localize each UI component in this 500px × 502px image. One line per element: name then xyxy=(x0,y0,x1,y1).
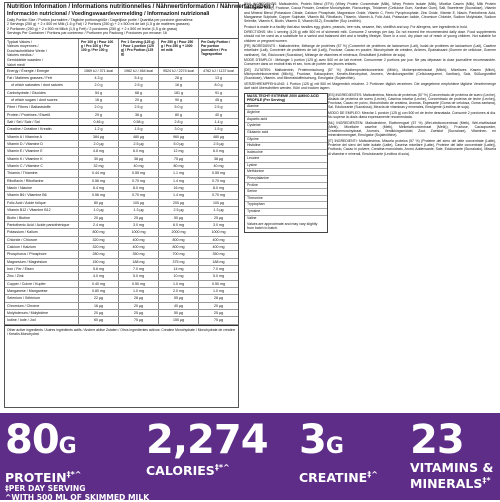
nutrient-value: 1.4 mg xyxy=(159,192,199,198)
nutrient-value: 2.0 mg xyxy=(159,288,199,294)
nutrient-row xyxy=(5,156,238,163)
nutrient-row xyxy=(5,259,238,266)
ingredients-paragraph: [ES] INGREDIENTES: Maltodextrina, Mezcla de proteínas (57 %) (Concentrado de proteína de suero (Leche), Aislado de proteína de suero (Leche), Caseína micelar (Leche), Concentrado de proteína de leche (Leche)), Fructosa, Cacao en polvo, Monohidrato de creatina, Aromas, Espesante (Goma de celulosa, Goma xantana), Sal, Edulcorante (Sucralosa), Mezcla de vitaminas y minerales, Emulgente (Lecitina de soja). xyxy=(328,92,496,110)
nutrient-value: 0.55 mg xyxy=(119,170,159,176)
creatine-stat xyxy=(299,419,378,484)
nutrient-value: 16 mg xyxy=(159,185,199,191)
nutrient-name: Vitamin B6 / Vitamine B6 xyxy=(5,192,79,198)
amino-acid-row: Glycine xyxy=(245,137,327,144)
nutrient-value: 400 mg xyxy=(212,237,225,242)
amino-acid-row: Alanine xyxy=(245,104,327,111)
nutrient-value: 16 g xyxy=(159,82,199,88)
nutrient-value: 28 µg xyxy=(213,296,224,301)
nutrient-value: 13 g xyxy=(215,75,222,80)
nutrient-value: 188 mg xyxy=(119,259,159,265)
stat-label: PROTEIN‡*^ xyxy=(5,470,82,486)
typical-values-line: Valores medios / xyxy=(7,53,34,58)
nutrient-value: 22 µg xyxy=(79,295,119,301)
nutrient-name: Salt / Sel / Salz / Sal xyxy=(5,119,79,125)
nutrient-value: 2.5 g xyxy=(214,105,223,110)
nutrient-value: 8.0 mg xyxy=(213,186,224,191)
nutrition-title-line: Información nutricional / Voedingswaardevermelding / Informazioni nutrizionali xyxy=(7,11,210,17)
nutrient-row xyxy=(5,126,238,133)
nutrient-value: 40 g xyxy=(215,112,222,117)
nutrient-value: 700 mg xyxy=(159,251,199,257)
typical-values-line: Typical Values / xyxy=(7,39,32,44)
nutrient-name: Vitamin B12 / Vitamine B12 xyxy=(5,207,79,213)
nutrient-value: 75 µg xyxy=(213,318,224,323)
per-day-line: ‡PER DAY SERVING xyxy=(5,484,86,493)
nutrient-value: 40 mg xyxy=(119,163,159,169)
column-header: Per Daily Portion / Par portion journalière / Pro Tagesportion xyxy=(201,39,231,57)
stat-label: VITAMINS & MINERALS‡* xyxy=(410,460,494,492)
nutrient-value: 1.4 g xyxy=(214,120,223,125)
nutrient-value: 2.0 g xyxy=(79,104,119,110)
nutrient-value: 50 µg xyxy=(159,215,199,221)
nutrient-value: 2.8 g xyxy=(159,119,199,125)
per-day-note xyxy=(5,484,149,502)
nutrient-row xyxy=(5,141,238,148)
vitamins-stat xyxy=(410,419,493,490)
nutrient-name: Carbohydrate / Glucides xyxy=(5,90,79,96)
nutrient-name: Vitamin D / Vitamine D xyxy=(5,141,79,147)
nutrient-value: 12 mg xyxy=(159,148,199,154)
nutrient-value: 0.46 g xyxy=(79,119,119,125)
amino-acid-profile xyxy=(244,93,328,233)
nutrient-value: 60 µg xyxy=(79,317,119,323)
nutrient-row xyxy=(5,266,238,273)
nutrient-row xyxy=(5,310,238,317)
nutrient-row xyxy=(5,244,238,251)
nutrient-value: 100 µg xyxy=(119,200,159,206)
ingredients-panel xyxy=(244,2,496,410)
nutrient-value: 2.5 µg xyxy=(159,207,199,213)
nutrient-value: 20 µg xyxy=(119,303,159,309)
typical-values-line: Valori medi xyxy=(7,62,25,67)
nutrient-value: 0.70 mg xyxy=(119,178,159,184)
ingredients-paragraph: [EN] INGREDIENTS: Maltodextrin, Protein Blend (57%) (Whey Protein Concentrate (Milk), Whey Protein Isolate (Milk), Micellar Casein (Milk), Milk Protein Concentrate (Milk)), Fructose, Cocoa Powder, Creatine Monohydrate, Flavourings, Thickener (Cellulose Gum, Xanthan Gum), Salt, Sweetener (Sucralose), Vitamin and Mineral Blend (Potassium Citrate, Calcium Phosphate, Magnesium Oxide, Vitamin C, Ferric Pyrophosphate, Zinc Oxide, Vitamin E, Niacin, Pantothenic Acid, Manganese Sulphate, Copper Sulphate, Vitamin B6, Riboflavin, Thiamin, Vitamin A, Folic Acid, Potassium Iodide, Chromium Chloride, Sodium Molybdate, Sodium Selenite, Vitamin K, Biotin, Vitamin D, Vitamin B12), Emulsifier (Soy Lecithin). xyxy=(244,2,496,23)
nutrient-value: 25 µg xyxy=(119,310,159,316)
nutrient-value: 0.50 mg xyxy=(212,281,225,286)
nutrient-row xyxy=(5,303,238,310)
nutrient-value: 16 g xyxy=(79,97,119,103)
nutrient-value: 960 µg xyxy=(159,134,199,140)
amino-acid-row: Cysteine xyxy=(245,123,327,130)
nutrient-row xyxy=(5,288,238,295)
nutrient-value: 2.5 µg xyxy=(213,142,224,147)
nutrient-value: 0.40 mg xyxy=(79,281,119,287)
nutrient-value: 0.70 mg xyxy=(212,178,225,183)
nutrient-value: 4.0 mg xyxy=(79,273,119,279)
ingredients-paragraph: [NL] INGREDIËNTEN: Maltodextrine, Eiwitmengsel (57 %) (Wei-eiwitconcentraat (Melk), Wei-eiwitisolaat (Melk), Micellaire caseïne (Melk), Melkeiwitconcentraat (Melk)), Fructose, Cacaopoeder, Creatinemonohydraat, Aroma's, Verdikkingsmiddel, Zout, Zoetstof (Sucralose), Vitaminen- en mineralenmengsel, Emulgator (Sojalecithine). xyxy=(328,120,496,138)
amino-acid-row: Valine xyxy=(247,215,257,220)
nutrient-name: Phosphorus / Phosphore xyxy=(5,251,79,257)
nutrient-value: 8.0 mg xyxy=(119,185,159,191)
nutrient-row xyxy=(5,281,238,288)
serving-line: Daily Portion Size / Portion journalière / Tägliche portionsgröße / Dagelijkse portie / Quantità per porzione giornaliera: xyxy=(7,18,194,22)
amino-acid-row: Aspartic acid xyxy=(245,117,327,124)
nutrient-row xyxy=(5,215,238,222)
nutrient-row xyxy=(5,229,238,236)
nutrient-name: Vitamin E / Vitamine E xyxy=(5,148,79,154)
nutrient-value: 7.0 mg xyxy=(119,266,159,272)
nutrient-name: Creatine / Créatine / Kreatin xyxy=(5,126,79,132)
nutrient-name: Energy / Énergie / Energie xyxy=(5,68,79,74)
nutrient-value: 5.4 g xyxy=(119,75,159,81)
nutrient-value: 5.0 µg xyxy=(159,141,199,147)
amino-acid-section xyxy=(244,93,496,233)
serving-line: Servings Per Container / Portions par conteneur / Portionen pro Packung / Porciones por envase: 16 xyxy=(7,31,167,36)
nutrient-name: Riboflavin / Riboflavine xyxy=(5,178,79,184)
nutrient-value: 188 mg xyxy=(212,259,225,264)
nutrient-value: 40 µg xyxy=(159,303,199,309)
nutrient-value: 0.44 mg xyxy=(79,170,119,176)
nutrient-value: 0.80 mg xyxy=(79,288,119,294)
nutrient-row xyxy=(5,112,238,119)
ingredients-paragraph: [DE] ZUTATEN: Maltodextrin, Proteinmischung (57 %) (Molkenproteinkonzentrat (Milch), Molkenproteinisolat (Milch), Mizellares Kasein (Milch), Milchproteinkonzentrat (Milch)), Fructose, Kakaopulver, Kreatin-Monohydrat, Aromen, Verdickungsmittel (Cellulosegummi, Xanthan), Salz, Süßungsmittel (Sucralose), Vitamin- und Mineralstoffmischung, Emulgator (Sojalecithin). xyxy=(244,67,496,81)
nutrient-value: 150 mg xyxy=(79,259,119,265)
nutrient-value: 800 mg xyxy=(159,244,199,250)
nutrient-name: of which saturates / dont saturés xyxy=(5,82,79,88)
nutrient-value: 2.0 µg xyxy=(79,141,119,147)
nutrient-value: 54 g xyxy=(79,90,119,96)
nutrient-value: 10 mg xyxy=(159,273,199,279)
amino-acid-note: Values are approximate and may vary slightly from batch to batch. xyxy=(247,222,318,231)
nutrient-row xyxy=(5,222,238,229)
nutrient-name: Pantothenic Acid / Acide pantothénique xyxy=(5,222,79,228)
nutrient-value: 9524 kJ / 2274 kcal xyxy=(159,68,199,74)
nutrient-row xyxy=(5,104,238,111)
nutrient-value: 2.5 µg xyxy=(119,141,159,147)
nutrient-value: 1.5 g xyxy=(214,127,223,132)
nutrient-value: 400 mg xyxy=(119,244,159,250)
nutrient-row xyxy=(5,68,238,75)
amino-acid-row: Serine xyxy=(245,189,327,196)
serving-line: 2 Portionen (250 g) + 2 x 500 ml Milch (1,5 g Fett) / 2 porciones (250 g) + 2 x 500 ml leche (1,5 g de grasa) xyxy=(7,26,177,31)
nutrient-value: 5.0 mg xyxy=(119,273,159,279)
nutrient-value: 68 g xyxy=(119,90,159,96)
nutrient-value: 1.0 mg xyxy=(119,288,159,294)
nutrient-name: Iodine / Iode / Jod xyxy=(5,317,79,323)
nutrient-row xyxy=(5,192,238,199)
nutrient-row xyxy=(5,134,238,141)
ingredients-paragraph: MODO DE EMPLEO: Mezclar 1 porción (125 g) con 500 ml de leche desnatada. Consumir 2 porciones al día. No superar la dosis diaria expresamente recomendada. xyxy=(328,110,496,120)
nutrient-value: 38 µg xyxy=(119,156,159,162)
amino-acid-row: Methionine xyxy=(245,169,327,176)
stat-label: CALORIES‡*^ xyxy=(146,463,230,479)
amino-acid-row: Histidine xyxy=(245,143,327,150)
amino-acid-row: Lysine xyxy=(245,163,327,170)
stat-value: 3G xyxy=(299,417,344,463)
nutrient-name: Protein / Protéines / Eiweiß xyxy=(5,112,79,118)
amino-acid-row: Arginine xyxy=(245,110,327,117)
typical-values-header xyxy=(5,39,79,67)
nutrient-value: 55 µg xyxy=(159,295,199,301)
amino-acid-row: Phenylalanine xyxy=(245,176,327,183)
nutrient-value: 100 µg xyxy=(212,200,225,205)
nutrient-value: 14 mg xyxy=(159,266,199,272)
nutrient-name: Biotin / Biotine xyxy=(5,215,79,221)
nutrient-name: Fat / Matières grasses / Fett xyxy=(5,75,79,81)
nutrient-value: 384 µg xyxy=(79,134,119,140)
amino-acid-row: Tryptophan xyxy=(245,202,327,209)
nutrient-value: 6.4 mg xyxy=(79,185,119,191)
nutrient-row xyxy=(5,178,238,185)
nutrient-value: 480 µg xyxy=(212,134,225,139)
nutrient-value: 0.58 g xyxy=(119,119,159,125)
nutrient-value: 0.55 mg xyxy=(212,171,225,176)
nutrient-value: 2.5 g xyxy=(119,82,159,88)
typical-values-line: Durchschnittliche Werte / xyxy=(7,48,47,53)
nutrient-value: 32 mg xyxy=(79,163,119,169)
typical-values-line: Valeurs moyennes / xyxy=(7,44,39,49)
nutrient-name: Zinc / Zink xyxy=(5,273,79,279)
nutrient-value: 75 µg xyxy=(159,156,199,162)
nutrient-name: Fibre / Fibres / Ballaststoffe xyxy=(5,104,79,110)
nutrient-value: 16 µg xyxy=(79,303,119,309)
nutrient-name: Calcium / Kalzium xyxy=(5,244,79,250)
nutrient-value: 80 g xyxy=(159,112,199,118)
nutrient-value: 1.0 µg xyxy=(79,207,119,213)
nutrient-value: 1.0 mg xyxy=(213,288,224,293)
nutrient-value: 20 µg xyxy=(79,310,119,316)
nutrient-row xyxy=(5,295,238,302)
nutrient-name: Folic Acid / Acide folique xyxy=(5,200,79,206)
serving-info xyxy=(5,17,238,39)
nutrient-value: 28 µg xyxy=(119,295,159,301)
nutrient-name: Niacin / Niacine xyxy=(5,185,79,191)
nutrient-row xyxy=(5,251,238,258)
nutrient-value: 5.0 g xyxy=(159,104,199,110)
nutrient-name: Vitamin A / Vitamine A xyxy=(5,134,79,140)
nutrient-value: 6.0 mg xyxy=(119,148,159,154)
nutrient-value: 375 mg xyxy=(159,259,199,265)
nutrient-value: 1.1 mg xyxy=(159,170,199,176)
column-header: Per 100 g / Pour 100 g / Pro 100 g / Por 100 g / Per 100 g xyxy=(79,39,119,67)
nutrient-value: 80 mg xyxy=(159,163,199,169)
nutrient-value: 8.0 g xyxy=(214,83,223,88)
nutrient-value: 1.4 mg xyxy=(159,178,199,184)
ingredients-paragraph: [IT] INGREDIENTI: Maltodestrina, Miscela proteica (57 %) (Proteine del siero del latte concentrate (Latte), Proteine del siero del latte isolate (Latte), Caseina micellare (Latte), Proteine del latte concentrate (Latte)), Fruttosio, Cacao in polvere, Creatina monoidrato, Aromi, Addensante, Sale, Edulcorante (Sucralosio), Miscela di vitamine e minerali, Emulsionante (Lecitina di soia). xyxy=(328,138,496,156)
nutrient-row xyxy=(5,317,238,324)
nutrient-value: 20 g xyxy=(119,97,159,103)
nutrient-value: 350 mg xyxy=(212,252,225,257)
nutrient-row xyxy=(5,75,238,82)
nutrient-value: 200 µg xyxy=(159,200,199,206)
nutrient-value: 26 g xyxy=(159,75,199,81)
column-header: Per 1 Serving (125 g) / Pour 1 portion (125 g) / Pro Portion (125 g) xyxy=(119,39,159,67)
nutrient-value: 1.5 g xyxy=(119,126,159,132)
nutrient-value: 2.5 g xyxy=(119,104,159,110)
nutrient-value: 3.0 mg xyxy=(213,222,224,227)
nutrient-name: Magnesium / Magnésium xyxy=(5,259,79,265)
milk-line: ^WITH 500 ML OF SKIMMED MILK xyxy=(5,493,150,502)
nutrient-name: Manganese / Manganèse xyxy=(5,288,79,294)
nutrient-value: 800 mg xyxy=(159,237,199,243)
serving-line: 2 Servings (250 g) + 2 x 500 ml Milk (1.5 g Fat) / 2 Portions (250 g) + 2 x 500 ml de lait (1,5 g de matières grasses) xyxy=(7,22,190,27)
nutrient-value: 36 g xyxy=(119,112,159,118)
stat-value: 80G xyxy=(5,417,77,463)
column-header: Per 250 g / Pour 250 g / Pro 250 g + 1000 ml milk xyxy=(159,39,199,67)
nutrient-row xyxy=(5,237,238,244)
nutrient-name: Potassium / Kalium xyxy=(5,229,79,235)
nutrient-row xyxy=(5,200,238,207)
ingredients-paragraph: DIRECTIONS: Mix 1 serving (125 g) with 500 ml of skimmed milk. Consume 2 servings per day. Do not exceed the recommended daily dose. Food supplements should not be used as a substitute for a varied and balanced diet and a healthy lifestyle. Store in a cool, dry place out of reach of young children. Not suitable for children or pregnant women. xyxy=(244,30,496,43)
nutrient-name: Copper / Cuivre / Kupfer xyxy=(5,281,79,287)
nutrient-value: 20 µg xyxy=(213,303,224,308)
nutrient-value: 0.56 mg xyxy=(79,178,119,184)
nutrient-value: 38 µg xyxy=(213,156,224,161)
nutrient-value: 0.50 mg xyxy=(119,281,159,287)
nutrient-value: 25 µg xyxy=(119,215,159,221)
calories-stat xyxy=(146,419,268,477)
nutrient-value: 45 g xyxy=(215,98,222,102)
nutrient-value: 6.0 mg xyxy=(159,222,199,228)
nutrient-value: 0.70 mg xyxy=(212,193,225,198)
nutrition-rows xyxy=(5,68,238,325)
nutrient-value: 0.56 mg xyxy=(79,192,119,198)
nutrient-value: 90 g xyxy=(159,97,199,103)
nutrient-name: of which sugars / dont sucres xyxy=(5,97,79,103)
nutrient-value: 320 mg xyxy=(79,244,119,250)
nutrient-value: 4762 kJ / 1137 kcal xyxy=(203,68,234,73)
ingredients-paragraph: Product is made in a facility that also handles egg, gluten, peanuts, tree nuts, sesame, fish, shellfish and soy. For allergens, see ingredients in bold. xyxy=(244,24,468,29)
nutrient-value: 400 mg xyxy=(212,244,225,249)
nutrient-value: 75 µg xyxy=(119,317,159,323)
highlights-band xyxy=(0,413,500,500)
nutrient-value: 50 µg xyxy=(159,310,199,316)
nutrition-title xyxy=(5,3,275,17)
nutrient-row xyxy=(5,148,238,155)
amino-acid-row: Tyrosine xyxy=(245,209,327,216)
nutrient-value: 5.6 mg xyxy=(79,266,119,272)
nutrient-row xyxy=(5,82,238,89)
amino-acid-row: Leucine xyxy=(245,156,327,163)
nutrient-name: Vitamin K / Vitamine K xyxy=(5,156,79,162)
nutrient-value: 480 µg xyxy=(119,134,159,140)
nutrient-row xyxy=(5,97,238,104)
nutrient-row xyxy=(5,119,238,126)
nutrient-value: 181 g xyxy=(159,90,199,96)
stat-value: 2,274 xyxy=(146,417,268,463)
amino-acid-rows xyxy=(245,104,327,222)
nutrient-row xyxy=(5,163,238,170)
nutrient-value: 29 g xyxy=(79,112,119,118)
nutrient-value: 1000 mg xyxy=(119,229,159,235)
nutrient-value: 320 mg xyxy=(79,237,119,243)
nutrient-value: 1.3 µg xyxy=(119,207,159,213)
nutrient-value: 1.2 g xyxy=(79,126,119,132)
nutrient-value: 280 mg xyxy=(79,251,119,257)
amino-acid-row: Threonine xyxy=(245,196,327,203)
amino-acid-title: MASS-TECH® EXTREME 2000 AMINO ACID PROFILE (Per Serving) xyxy=(245,94,327,104)
nutrient-value: 25 µg xyxy=(213,310,224,315)
nutrient-value: 40 mg xyxy=(213,164,224,169)
nutrient-value: 6.0 mg xyxy=(213,149,224,154)
ingredients-paragraph: VERZEHREMPFEHLUNG: 1 Portion (125 g) mit 500 ml Magermilch mischen. 2 Portionen täglich verzehren. Die angegebene empfohlene tägliche Verzehrmenge darf nicht überschritten werden. Kühl und trocken lagern. xyxy=(244,82,496,91)
protein-stat xyxy=(5,419,81,484)
nutrient-name: Chromium / Chrome xyxy=(5,303,79,309)
nutrient-value: 1.3 µg xyxy=(213,208,224,213)
nutrient-row xyxy=(5,207,238,214)
nutrient-value: 2.0 g xyxy=(79,82,119,88)
nutrient-value: 1000 mg xyxy=(211,230,226,235)
typical-values-line: Gemiddelde waarden / xyxy=(7,58,44,62)
nutrient-value: 7.0 mg xyxy=(213,266,224,271)
ingredients-paragraph: MODE D'EMPLOI : Mélanger 1 portion (125 g) avec 500 ml de lait écrémé. Consommer 2 portions par jour. Ne pas dépasser la dose journalière recommandée. Conserver dans un endroit frais et sec, hors de portée des jeunes enfants. xyxy=(244,58,496,67)
nutrient-value: 25 µg xyxy=(213,215,224,220)
nutrient-value: 0.70 mg xyxy=(119,192,159,198)
ingredients-paragraph: [FR] INGRÉDIENTS : Maltodextrine, Mélange de protéines (57 %) (Concentré de protéines de lactosérum (Lait), Isolat de protéines de lactosérum (Lait), Caséine micellaire (Lait), Concentré de protéines de lait (Lait)), Fructose, Cacao en poudre, Monohydrate de créatine, Arômes, Épaississant (Gomme de cellulose, Gomme xanthane), Sel, Édulcorant (Sucralose), Mélange de vitamines et minéraux, Émulsifiant (Lécithine de soja). xyxy=(244,44,496,57)
nutrient-value: 1569 kJ / 371 kcal xyxy=(79,68,119,74)
stat-label: CREATINE‡^ xyxy=(299,470,378,486)
nutrient-value: 400 mg xyxy=(119,237,159,243)
nutrient-value: 2000 mg xyxy=(159,229,199,235)
nutrient-row xyxy=(5,273,238,280)
stat-value: 23 xyxy=(410,417,464,463)
nutrient-value: 30 µg xyxy=(79,156,119,162)
nutrition-title-line: Nutrition Information / Informations nutritionnelles / Nährwertinformation / Nährwertangaben / xyxy=(7,4,275,10)
nutrient-name: Iron / Fer / Eisen xyxy=(5,266,79,272)
nutrient-row xyxy=(5,90,238,97)
ingredients-text xyxy=(328,93,496,233)
nutrient-value: 3.0 mg xyxy=(119,222,159,228)
amino-acid-row: Glutamic acid xyxy=(245,130,327,137)
nutrient-value: 80 µg xyxy=(79,200,119,206)
nutrient-name: Selenium / Sélénium xyxy=(5,295,79,301)
nutrient-name: Vitamin C / Vitamine C xyxy=(5,163,79,169)
amino-acid-row: Proline xyxy=(245,183,327,190)
ingredients-text xyxy=(244,2,496,91)
nutrient-value: 4.3 g xyxy=(79,75,119,81)
nutrient-row xyxy=(5,185,238,192)
nutrient-value: 91 g xyxy=(215,90,222,95)
nutrient-value: 1.0 mg xyxy=(159,281,199,287)
nutrition-footer: Other active ingredients / Autres ingrédients actifs / Andere aktive Zutaten / Otros ingredientes activos: Creatine Monohydrate / Monohydrate de créatine / Kreatin-Monohydrat xyxy=(5,325,238,338)
nutrient-value: 3.0 g xyxy=(159,126,199,132)
nutrient-value: 150 µg xyxy=(159,317,199,323)
nutrient-value: 800 mg xyxy=(79,229,119,235)
nutrient-name: Chloride / Chlorure xyxy=(5,237,79,243)
nutrient-row xyxy=(5,170,238,177)
nutrient-value: 5.0 mg xyxy=(213,274,224,279)
amino-acid-row: Isoleucine xyxy=(245,150,327,157)
nutrient-value: 1962 kJ / 464 kcal xyxy=(119,68,159,74)
nutrient-value: 2.4 mg xyxy=(79,222,119,228)
nutrition-header xyxy=(5,39,238,68)
nutrient-name: Thiamin / Thiamine xyxy=(5,170,79,176)
nutrient-value: 20 µg xyxy=(79,215,119,221)
nutrient-value: 4.8 mg xyxy=(79,148,119,154)
nutrient-name: Molybdenum / Molybdène xyxy=(5,310,79,316)
nutrient-value: 350 mg xyxy=(119,251,159,257)
